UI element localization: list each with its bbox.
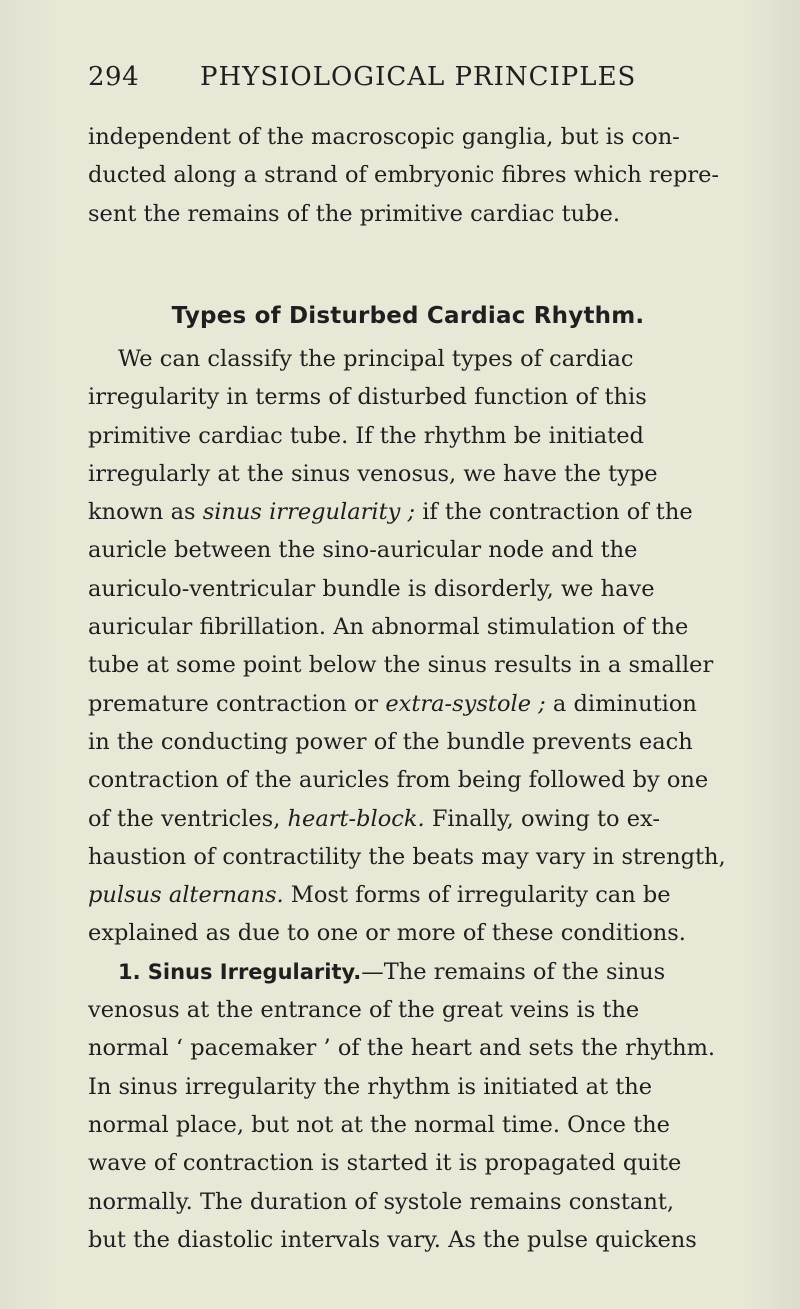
italic-term: extra-systole ;	[385, 690, 546, 717]
text-run: —The remains of the sinus	[361, 958, 666, 985]
text-line: irregularly at the sinus venosus, we have the type	[88, 460, 658, 487]
text-line: auricle between the sino-auricular node and the	[88, 537, 638, 564]
text-line	[88, 953, 728, 991]
text-line: normally. The duration of systole remains constant,	[88, 1188, 675, 1215]
text-line	[88, 876, 728, 914]
text-run: Most forms of irregularity can be	[283, 882, 671, 909]
paragraph-continued	[88, 118, 728, 233]
text-line: normal place, but not at the normal time. Once the	[88, 1111, 670, 1138]
text-line: In sinus irregularity the rhythm is initiated at the	[88, 1073, 653, 1100]
text-line: irregularity in terms of disturbed function of this	[88, 384, 647, 411]
text-line: auriculo-ventricular bundle is disorderly, we have	[88, 575, 655, 602]
subsection-heading: Sinus Irregularity.	[147, 959, 362, 984]
text-run: known as	[88, 499, 203, 526]
text-line: primitive cardiac tube. If the rhythm be initiated	[88, 422, 644, 449]
text-line: but the diastolic intervals vary. As the pulse quickens	[88, 1226, 697, 1253]
text-line	[88, 685, 728, 723]
text-line	[88, 493, 728, 531]
text-run: Finally, owing to ex-	[424, 805, 660, 832]
text-line: independent of the macroscopic ganglia, but is con-	[88, 124, 680, 150]
text-line: tube at some point below the sinus results in a smaller	[88, 652, 714, 679]
subsection-number: 1.	[118, 959, 141, 984]
page-number: 294	[88, 62, 140, 92]
text-line: auricular fibrillation. An abnormal stimulation of the	[88, 614, 689, 641]
italic-term: sinus irregularity ;	[202, 499, 416, 526]
page-header	[88, 62, 728, 102]
running-title: PHYSIOLOGICAL PRINCIPLES	[200, 62, 637, 92]
text-line: normal ‘ pacemaker ’ of the heart and sets the rhythm.	[88, 1035, 716, 1062]
paragraph-types	[88, 340, 728, 1259]
text-line: in the conducting power of the bundle prevents each	[88, 728, 693, 755]
section-heading: Types of Disturbed Cardiac Rhythm.	[171, 303, 645, 329]
italic-term: pulsus alternans.	[88, 882, 284, 909]
text-line: We can classify the principal types of cardiac	[118, 346, 634, 372]
italic-term: heart-block.	[287, 805, 425, 832]
text-line: contraction of the auricles from being followed by one	[88, 767, 709, 794]
text-line: explained as due to one or more of these conditions.	[88, 920, 686, 947]
text-line: ducted along a strand of embryonic fibres which repre-	[88, 162, 720, 189]
text-run: of the ventricles,	[88, 805, 288, 832]
text-run: if the contraction of the	[415, 499, 693, 526]
text-run: premature contraction or	[88, 690, 386, 717]
text-line: haustion of contractility the beats may vary in strength,	[88, 843, 726, 870]
text-line	[88, 800, 728, 838]
text-line: wave of contraction is started it is propagated quite	[88, 1150, 682, 1177]
text-line: venosus at the entrance of the great veins is the	[88, 997, 640, 1024]
text-run: a diminution	[545, 690, 697, 717]
text-line: sent the remains of the primitive cardiac tube.	[88, 200, 621, 227]
